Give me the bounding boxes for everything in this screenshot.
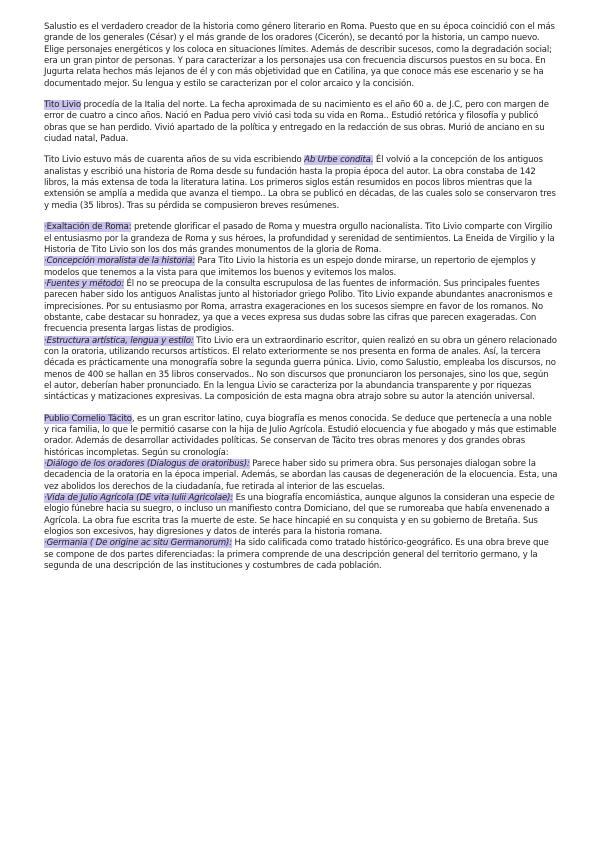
tacito-bio-paragraph [44,414,558,459]
tito-livio-name-highlight: Tito Livio [44,100,81,111]
point-text: Parece haber sido su primera obra. Sus personajes dialogan sobre la decadencia de la oratoria en la época imperial. Además, se abordan las causas de degeneración de la elocuencia. Esta, una vez abolidos los derechos de la ciudadanía, fue retirada al interior de las escuelas. [44,459,558,492]
point-text: Para Tito Livio la historia es un espejo donde mirarse, un repertorio de ejemplos y modelos que tenemos a la vista para que imitemos los buenos y evitemos los malos. [44,256,536,278]
tito-livio-bio-text: procedía de la Italia del norte. La fecha aproximada de su nacimiento es el año 60 a. de J.C, pero con margen de error de cuatro a cinco años. Nació en Padua pero vivió casi toda su vida en Roma.. Estudió retórica y filosofía y publicó obras que se han perdido. Vivió apartado de la política y entregado en la redacción de sus obras. Murió de anciano en su ciudad natal, Padua. [44,100,549,145]
document-page [44,22,558,572]
point-label-highlight: ·Concepción moralista de la historia: [44,256,195,267]
tacito-point-germania [44,538,558,572]
point-label-highlight: ·Vida de Julio Agrícola (DE vita Iulii Agricolae): [44,493,233,504]
ab-urbe-condita-highlight: Ab Urbe condita. [304,155,374,166]
point-text: Ha sido calificada como tratado histórico-geográfico. Es una obra breve que se compone de dos partes diferenciadas: la primera comprende de una descripción general del territorio germano, y la segunda de una descripción de las instituciones y costumbres de cada población. [44,538,549,572]
ab-urbe-condita-paragraph [44,155,558,212]
point-label-highlight: ·Diálogo de los oradores (Dialogus de oratoribus): [44,459,250,470]
point-label-highlight: ·Fuentes y método: [44,278,124,289]
livio-point-fuentes [44,279,558,336]
tacito-point-agricola [44,493,558,538]
livio-point-exaltacion [44,222,558,256]
salustio-paragraph: Salustio es el verdadero creador de la historia como género literario en Roma. Puesto que en su época coincidió con el más grande de los generales (César) y el más grande de los oradores (Cicerón), se decantó por la historia, un campo nuevo. Elige personajes energéticos y los coloca en situaciones límites. Además de describir sucesos, como la degradación social; era un gran pintor de personas. Y para caracterizar a los personajes usa con frecuencia discursos puestos en su boca. En Jugurta relata hechos más lejanos de él y con más objetividad que en Catilina, ya que conoce más ese escenario y se ha documentado mejor. Su lengua y estilo se caracterizan por el color arcaico y la concisión. [44,22,555,89]
point-label-highlight: ·Germania ( De origine ac situ Germanorum): [44,538,232,549]
livio-point-concepcion [44,256,558,279]
point-text: pretende glorificar el pasado de Roma y muestra orgullo nacionalista. Tito Livio comparte con Virgilio el entusiasmo por la grandeza de Roma y sus héroes, la profundidad y serenidad de sentimientos. La Eneida de Virgilio y la Historia de Tito Livio son los dos más grandes monumentos de la gloria de Roma. [44,222,555,255]
point-text: Él no se preocupa de la consulta escrupulosa de las fuentes de información. Sus principales fuentes parecen haber sido los antiguos Analistas junto al historiador griego Polibo. Tito Livio expande abundantes anacronismos e imprecisiones. Por su entusiasmo por Roma, arrastra exageraciones en los sucesos siempre en favor de los romanos. No obstante, cabe destacar su honradez, ya que a veces expresa sus dudas sobre las cifras que parecen exageradas. Con frecuencia presenta largas listas de prodigios. [44,278,553,335]
tito-livio-bio-paragraph [44,100,558,145]
point-text: Es una biografía encomiástica, aunque algunos la consideran una especie de elogio fúnebre hacia su suegro, o incluso un manifiesto contra Domiciano, del que se rumoreaba que había envenenado a Agrícola. La obra fue escrita tras la muerte de este. Se hace hincapié en su conquista y en su gobierno de Bretaña. Sus elogios son excesivos, hay digresiones y datos de interés para la historia romana. [44,493,555,538]
livio-point-estructura [44,336,558,404]
work-intro-text: Tito Livio estuvo más de cuarenta años de su vida escribiendo [44,155,305,166]
tacito-name-highlight: Publio Cornelio Tácito [44,413,132,424]
point-label-highlight: ·Exaltación de Roma: [44,222,132,233]
tacito-bio-text: , es un gran escritor latino, cuya biografía es menos conocida. Se deduce que pertenecía a una noble y rica familia, lo que le permitió casarse con la hija de Julio Agrícola. Estudió elocuencia y fue abogado y más que estimable orador. Además de desarrollar actividades políticas. Se conservan de Tácito tres obras menores y dos grandes obras históricas incompletas. Según su cronología: [44,413,557,458]
point-text: Tito Livio era un extraordinario escritor, quien realizó en su obra un género relacionado con la oratoria, utilizando recursos artísticos. El relato exteriormente se nos presenta en forma de anales. Así, la tercera década es prácticamente una monografía sobre la segunda guerra púnica. Livio, como Salustio, empleaba los discursos, no menos de 400 se hallan en 35 libros conservados.. No son discursos que pronunciaron los personajes, sino los que, según el autor, deberían haber pronunciado. En la lengua Livio se caracteriza por la abundancia transparente y por riquezas sintácticas y matizaciones expresivas. La composición de esta magna obra atrajo sobre su autor la atención universal. [44,335,557,403]
work-description-text: Él volvió a la concepción de los antiguos analistas y escribió una historia de Roma desde su fundación hasta la propia época del autor. La obra constaba de 142 libros, la más extensa de toda la literatura latina. Los primeros siglos están resumidos en pocos libros mientras que la extensión se amplía a medida que avanza el tiempo.. La obra se publicó en décadas, de las cuales solo se conservaron tres y media (35 libros). Tras su pérdida se compusieron breves resúmenes. [44,155,556,211]
point-label-highlight: ·Estructura artística, lengua y estilo: [44,335,194,346]
tacito-point-dialogo [44,459,558,493]
